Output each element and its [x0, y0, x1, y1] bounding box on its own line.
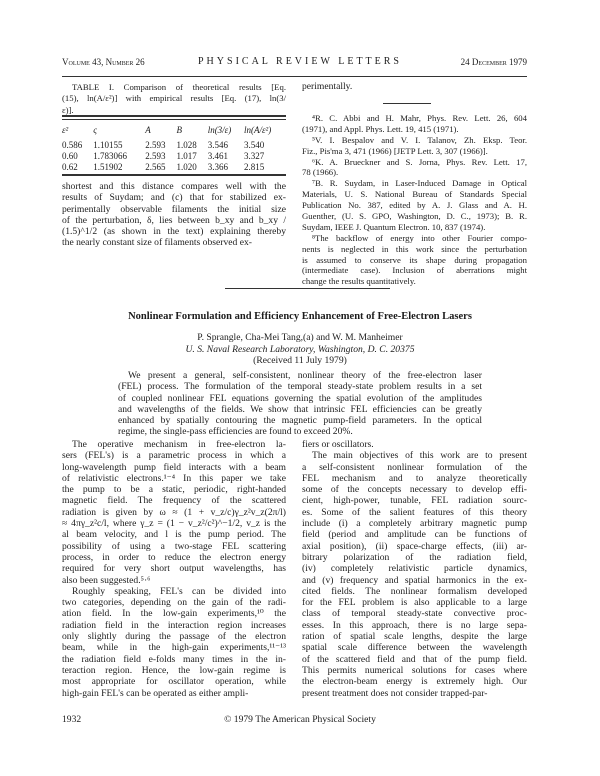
footnote-separator	[383, 103, 431, 104]
text-line: process, in order to reduce the electron energy	[62, 551, 286, 563]
text-line: Guenther, (U. S. GPO, Washington, D. C., 1973); B. R.	[302, 211, 527, 222]
article-affiliation: U. S. Naval Research Laboratory, Washington, D. C. 20375	[185, 344, 415, 355]
table-cell: 2.593	[145, 139, 166, 150]
text-line: (1971), and Appl. Phys. Lett. 19, 415 (1971).	[302, 123, 459, 134]
text-line: for the FEL problem is also applicable to a large	[302, 597, 527, 609]
data-table	[62, 121, 286, 173]
table-cell: 1.51902	[93, 162, 123, 173]
text-line: of the perturbation, δ, lies between b_xy and b_xy /	[62, 214, 286, 226]
text-line: most appropriate for oscillator operation, while	[62, 676, 286, 688]
column-header: A	[145, 125, 151, 135]
text-line: only slightly during the passage of the electron	[62, 631, 286, 643]
table-bottom-rule	[62, 174, 286, 176]
text-line: radiation is given by ω ≈ (1 + v_z/c)γ_z²v_z(2π/l)	[62, 506, 286, 518]
article-title: Nonlinear Formulation and Efficiency Enhancement of Free-Electron Lasers	[128, 311, 472, 322]
article-abstract	[118, 370, 482, 438]
table-cell: 0.62	[62, 162, 78, 173]
table-cell: 2.565	[145, 162, 166, 173]
text-line: results of Suydam; and (c) that for stabilized ex-	[62, 192, 286, 204]
text-line: include (i) a completely arbitrary magnetic pump	[302, 518, 527, 530]
table-row	[62, 162, 286, 173]
text-line: long-wavelength pump field interacts with a beam	[62, 461, 286, 473]
text-line: cient, high-power, tunable, FEL radiation sourc-	[302, 495, 527, 507]
body-left-column	[62, 439, 286, 699]
column-header: ln(A/ε²)	[243, 125, 272, 135]
text-line: spatial scale difference between the wavelength	[302, 642, 527, 654]
copyright: © 1979 The American Physical Society	[224, 714, 376, 725]
text-line: The main objectives of this work are to present	[312, 450, 527, 462]
text-line: cited fields. The nonlinear formalism developed	[302, 585, 527, 597]
text-line: a self-consistent nonlinear formulation of the	[302, 461, 527, 473]
text-line: sers (FEL's) is a parametric process in which a	[62, 450, 286, 462]
table-cell: 1.020	[176, 162, 197, 173]
text-line: class of temporal steady-state convective proc-	[302, 608, 527, 620]
table-caption-line: TABLE I. Comparison of theoretical results [Eq.	[72, 82, 286, 92]
text-line: is assumed to conserve its shape during propagation	[302, 254, 527, 265]
table-cell: 2.815	[243, 162, 265, 173]
table-cell: 1.10155	[93, 139, 123, 150]
table-cell: 0.60	[62, 150, 78, 161]
text-line: bitrary polarization of the radiation field,	[302, 551, 527, 563]
text-line: ⁵V. I. Bespalov and V. I. Talanov, Zh. Eksp. Teor.	[312, 134, 527, 145]
page-number: 1932	[62, 714, 82, 725]
column-header: B	[176, 125, 182, 135]
text-line: field (period and amplitude can be functions of	[302, 529, 527, 541]
text-line: ⁷B. R. Suydam, in Laser-Induced Damage in Optical	[312, 178, 527, 189]
text-line: possibility of using a two-stage FEL scattering	[62, 540, 286, 552]
text-line: also been suggested.⁵·⁶	[62, 574, 151, 586]
table-header-row	[62, 121, 286, 139]
column-header: ε²	[62, 125, 69, 135]
header-journal: PHYSICAL REVIEW LETTERS	[198, 56, 402, 67]
table-row	[62, 150, 286, 161]
text-line: This permits numerical solutions for cases where	[302, 664, 527, 676]
text-line: 78 (1966).	[302, 167, 339, 178]
table-caption-line: ε)].	[62, 104, 74, 115]
text-line: nents is neglected in this work since the perturbation	[302, 243, 527, 254]
text-line: (1.5)^1/2 (as shown in the text) explaining thereby	[62, 226, 286, 238]
text-line: of relativistic electrons.¹⁻⁴ In this paper we take	[62, 472, 286, 484]
prev-article-right-end: perimentally.	[302, 81, 353, 92]
text-line: Fiz., Pis'ma 3, 471 (1966) [JETP Lett. 3, 307 (1966)].	[302, 145, 488, 156]
text-line: two categories, depending on the gain of the radi-	[62, 597, 286, 609]
table-cell: 3.366	[207, 162, 228, 173]
column-header: ς	[93, 125, 97, 135]
text-line: ation field. In the low-gain experiments,¹⁰ the	[62, 608, 286, 620]
table-row	[62, 139, 286, 150]
table-top-rule-2	[62, 119, 286, 120]
table-cell: 3.546	[207, 139, 228, 150]
text-line: We present a general, self-consistent, nonlinear theory of the free-electron laser	[128, 370, 482, 381]
text-line: axial position), (ii) space-charge effects, (iii) ar-	[302, 540, 527, 552]
text-line: Suydam, IEEE J. Quantum Electron. 10, 837 (1974).	[302, 221, 486, 232]
text-line: fiers or oscillators.	[302, 439, 374, 450]
table-cell: 3.461	[207, 150, 228, 161]
text-line: the radiation field e-folds many times in the in-	[62, 653, 286, 665]
text-line: FEL mechanism and to analyze theoretically	[302, 472, 527, 484]
text-line: regime, the single-pass efficiencies are found to exceed 20%.	[118, 426, 353, 438]
text-line: es. Some of the salient features of this theory	[302, 506, 527, 518]
text-line: required for very short output wavelengths, has	[62, 563, 286, 575]
text-line: some of the concepts necessary to develop effi-	[302, 484, 527, 496]
text-line: Roughly speaking, FEL's can be divided into	[72, 585, 286, 597]
text-line: enhanced by spatially contouring the magnetic pump-field parameters. In the optical	[118, 415, 482, 427]
text-line: the electron-beam energy is extremely high. Our	[302, 676, 527, 688]
text-line: of coupled nonlinear FEL equations governing the spatial evolution of the amplitudes	[118, 392, 482, 404]
table-cell: 0.586	[62, 139, 83, 150]
text-line: esses. In this approach, there is no large sepa-	[302, 619, 527, 631]
table-cell: 1.028	[176, 139, 197, 150]
text-line: ⁴R. C. Abbi and H. Mahr, Phys. Rev. Lett. 26, 604	[312, 113, 527, 123]
article-separator	[225, 288, 390, 289]
text-line: and (v) frequency and spatial harmonics in the ex-	[302, 574, 527, 586]
table-cell: 1.017	[176, 150, 197, 161]
text-line: perimentally observable filaments the initial size	[62, 203, 286, 215]
text-line: (intermediate case). Inclusion of aberrations might	[302, 265, 527, 276]
text-line: ⁶K. A. Brueckner and S. Jorna, Phys. Rev. Lett. 17,	[312, 156, 527, 167]
text-line: ⁸The backflow of energy into other Fourier compo-	[312, 232, 527, 243]
text-line: teraction region. Hence, the low-gain regime is	[62, 664, 286, 676]
text-line: Materials, U. S. National Bureau of Standards Special	[302, 189, 527, 200]
text-line: of the scattered field and that of the pump field.	[302, 653, 527, 665]
text-line: ration of spatial scale lengths, despite the large	[302, 631, 527, 643]
article-authors: P. Sprangle, Cha-Mei Tang,(a) and W. M. Manheimer	[197, 332, 403, 343]
text-line: radiation field in the interaction region increases	[62, 619, 286, 631]
text-line: ≈ 4πγ_z²c/l, where γ_z = (1 − v_z²/c²)^−1/2, v_z is the	[62, 518, 286, 530]
text-line: magnetic field. The frequency of the scattered	[62, 495, 286, 507]
header-rule	[62, 76, 527, 77]
footnotes	[302, 113, 527, 287]
table-top-rule	[62, 115, 286, 117]
text-line: (FEL) process. The formulation of the temporal steady-state problem results in a set	[118, 381, 482, 393]
text-line: high-gain FEL's can be operated as either ampli-	[62, 687, 249, 699]
text-line: the pump to be a static, periodic, right-handed	[62, 484, 286, 496]
text-line: present treatment does not consider trapped-par-	[302, 687, 488, 699]
table-cell: 3.327	[243, 150, 265, 161]
table-caption-line: (15), ln(A/ε²)] with empirical results [Eq. (17), ln(3/	[62, 93, 286, 104]
text-line: al beam velocity, and l is the pump period. The	[62, 529, 286, 541]
text-line: change the results quantitatively.	[302, 276, 416, 287]
table-cell: 1.783066	[93, 150, 127, 161]
article-received: (Received 11 July 1979)	[253, 355, 347, 366]
text-line: beam, while in the high-gain experiments,¹¹⁻¹³	[62, 642, 286, 654]
text-line: shortest and this distance compares well with the	[62, 181, 286, 192]
column-header: ln(3/ε)	[207, 125, 232, 135]
header-volume: Volume 43, Number 26	[62, 57, 145, 67]
text-line: (iv) completely relativistic particle dynamics,	[302, 563, 527, 575]
table-caption	[62, 82, 286, 116]
text-line: Publication No. 387, edited by A. J. Glass and A. H.	[302, 200, 527, 211]
table-cell: 3.540	[243, 139, 265, 150]
text-line: the nearly constant size of filaments observed ex-	[62, 237, 252, 249]
header-date: 24 December 1979	[460, 57, 527, 67]
text-line: and wavelengths of the fields. We show that intrinsic FEL efficiencies can be greatly	[118, 403, 482, 415]
prev-article-left	[62, 181, 286, 249]
text-line: The operative mechanism in free-electron la-	[72, 439, 286, 450]
table-cell: 2.593	[145, 150, 166, 161]
body-right-column	[302, 439, 527, 699]
